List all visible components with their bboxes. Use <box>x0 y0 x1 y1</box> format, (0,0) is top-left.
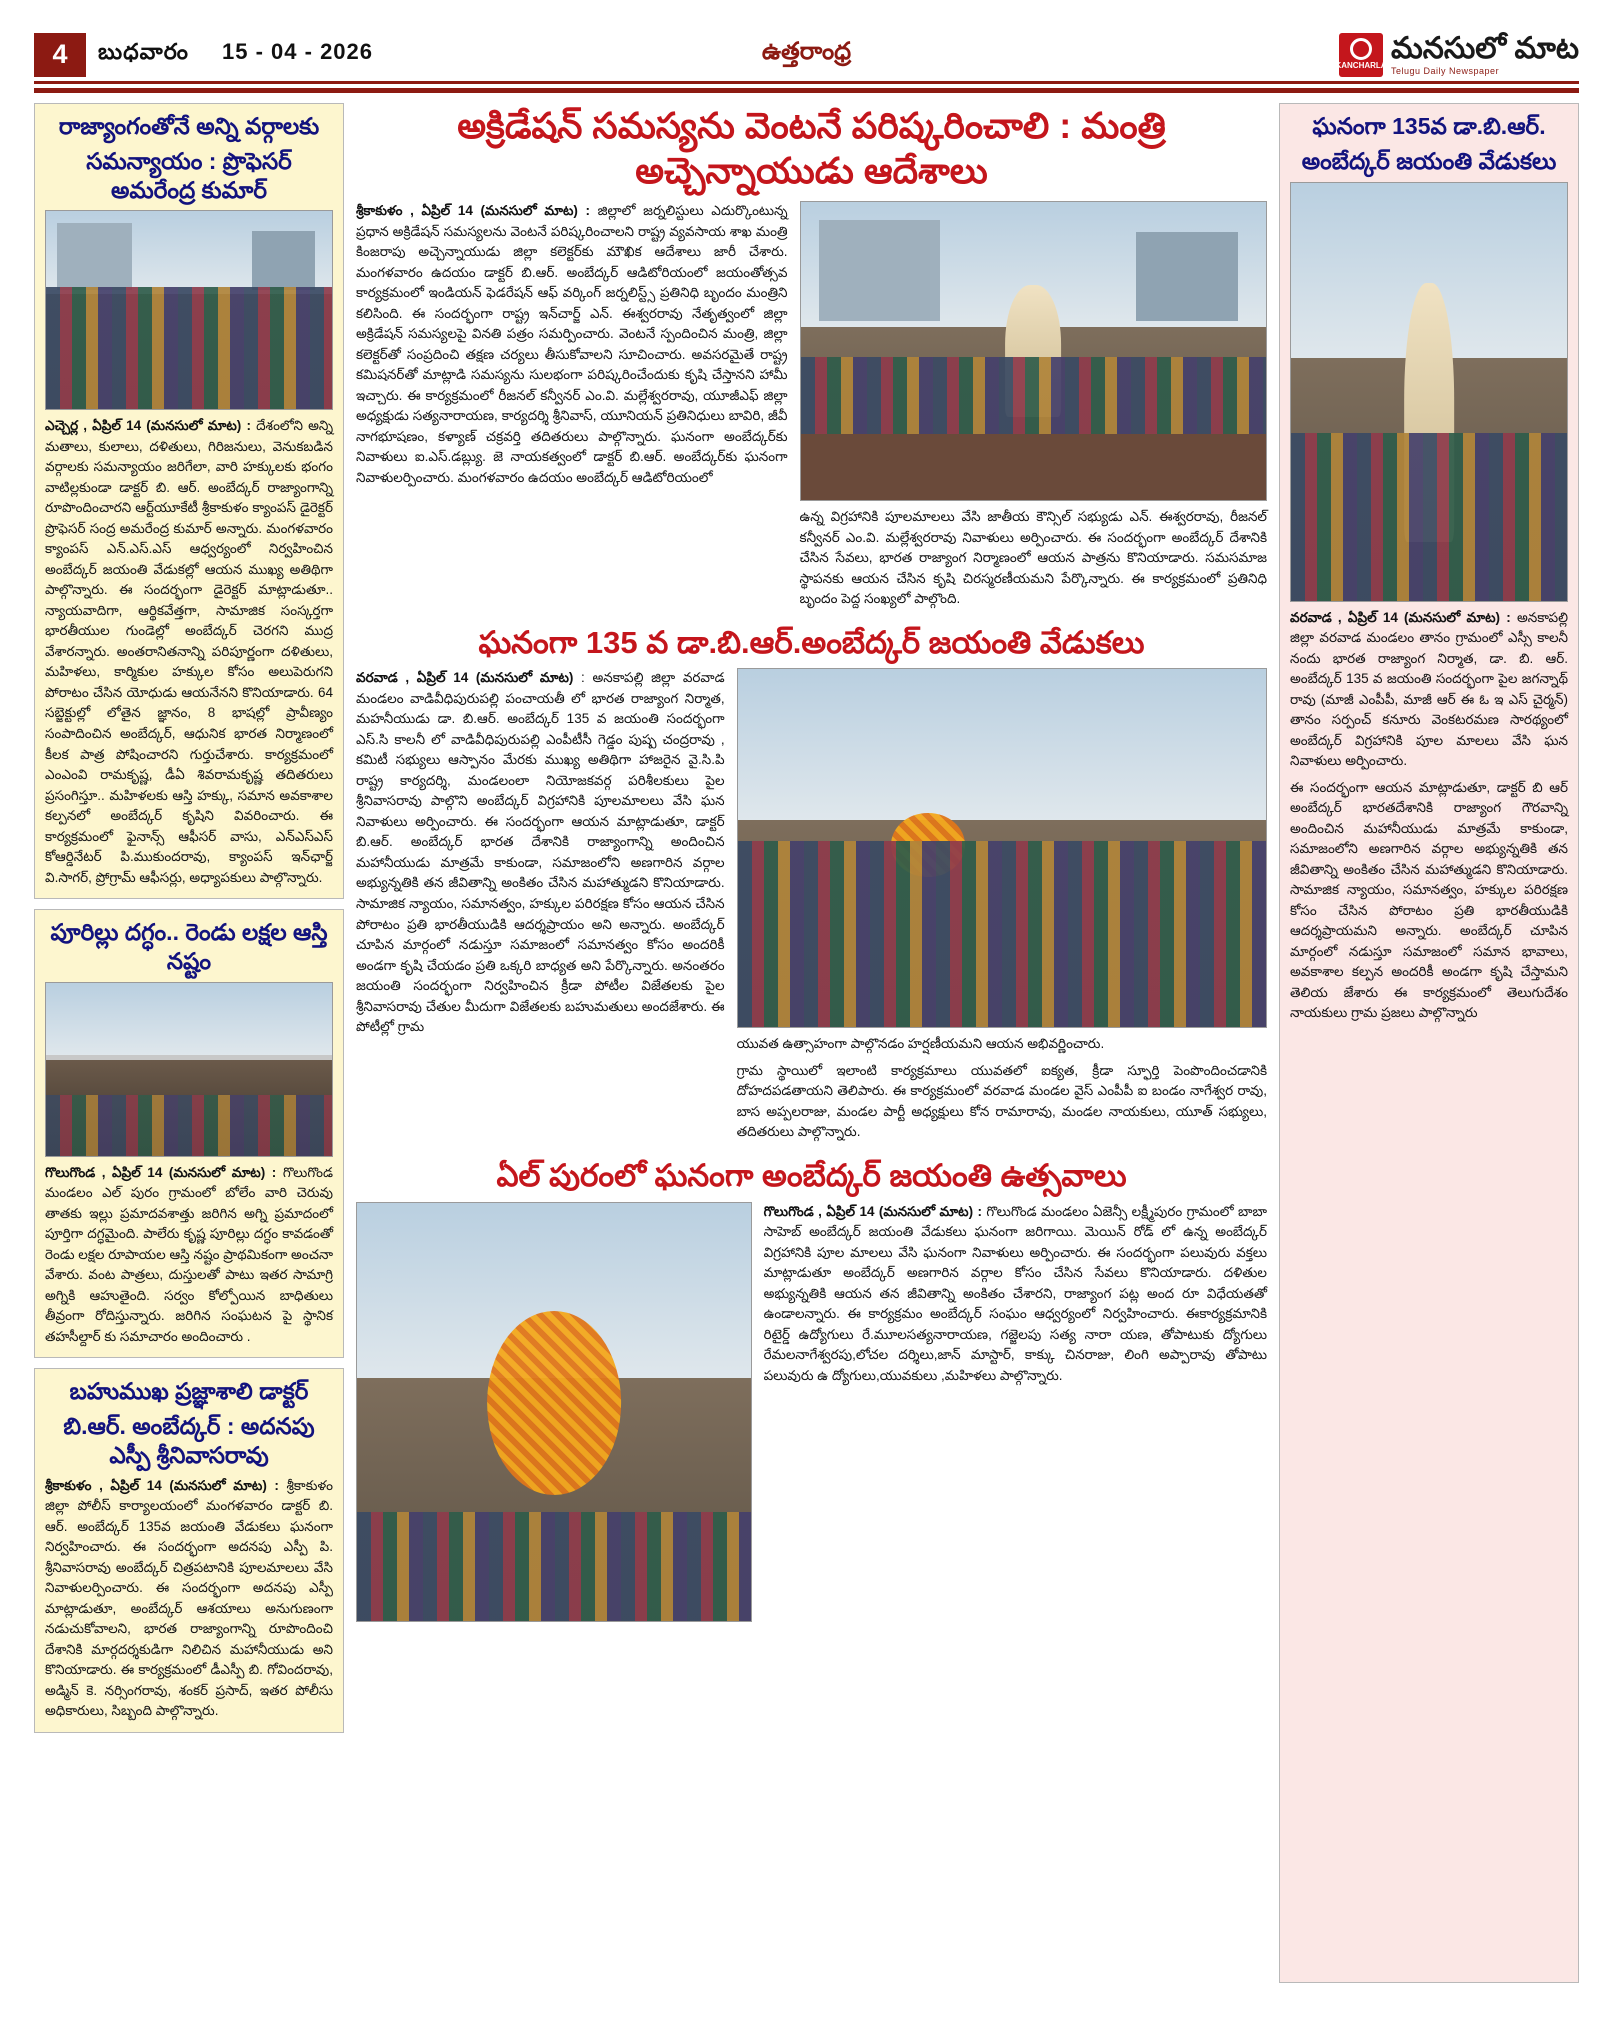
third-body <box>764 1202 1267 1387</box>
lead-body <box>356 201 788 488</box>
article1-photo <box>45 210 333 410</box>
third-text: గొలుగొండ మండలం ఏజెన్సీ లక్ష్మీపురం గ్రామంలో బాబా సాహెబ్ అంబేద్కర్ జయంతి వేడుకలు ఘనంగా జరిగాయి. మెయిన్ రోడ్ లో ఉన్న అంబేద్కర్ విగ్రహానికి పూల మాలలు వేసి ఘనంగా నివాళులు అర్పించారు. ఈ సందర్భంగా పలువురు వక్తలు మాట్లాడుతూ అంబేద్కర్ అణగారిన వర్గాల కోసం చేసిన సేవలు కొనియాడారు. దళితుల అభ్యున్నతికి ఆయన తన జీవితాన్ని అంకితం చేశారని, రాజ్యాంగ పట్ల అంద రూ విధేయతతో ఉండాలన్నారు. ఈ కార్యక్రమం అంబేద్కర్ సంఘం ఆధ్వర్యంలో నిర్వహించారు. ఈకార్యక్రమానికి రిటైర్డ్ ఉద్యోగులు రే.మూలసత్యనారాయణ, గజ్జెలపు సత్య నారా యణ, తోపాటుకు ద్యోగులు రేమలనాగేశ్వరపు,లోచల దర్శిలు,జాన్ మాస్టార్, కాక్కు చినరాజు, లింగి అప్పారావు తోపాటు పలువురు ఉ ద్యోగులు,యువకులు ,మహిళలు పాల్గొన్నారు. <box>763 1203 1267 1383</box>
second-body3: గ్రామ స్థాయిలో ఇలాంటి కార్యక్రమాలు యువతలో ఐక్యత, క్రీడా స్ఫూర్తి పెంపొందించడానికి దోహదపడతాయని తెలిపారు. ఈ కార్యక్రమంలో వరవాడ మండల వైస్ ఎంపీపీ ఐ బండం నాగేశ్వర రావు, బాస అప్పలరాజు, మండల పార్టీ అధ్యక్షులు కోన రామారావు, మండల నాయకులు, యూత్ సభ్యులు, తదితరులు పాల్గొన్నారు. <box>736 1062 1267 1140</box>
article1-headline-line2: సమన్యాయం : ప్రొఫెసర్ అమరేంద్ర కుమార్ <box>86 147 292 203</box>
article1-dateline: ఎచ్చెర్ల , ఏప్రిల్ 14 (మనసులో మాట) : <box>45 418 251 434</box>
third-article <box>356 1157 1267 1622</box>
second-article <box>356 624 1267 1143</box>
lead-caption: ఉన్న విగ్రహానికి పూలమాలలు వేసి జాతీయ కౌన్సిల్ సభ్యుడు ఎన్. ఈశ్వరరావు, రీజనల్ కన్వీనర్ ఎం.వి. మల్లేశ్వరరావు నివాళులు అర్పించారు. ఈ సందర్భంగా అంబేద్కర్ దేశానికి చేసిన సేవలు, భారత రాజ్యాంగ నిర్మాణంలో ఆయన పాత్రను కొనియాడారు. సమసమాజ స్థాపనకు ఆయన చేసిన కృషి చిరస్మరణీయమని పేర్కొన్నారు. ఈ కార్యక్రమంలో ప్రతినిధి బృందం పెద్ద సంఖ్యలో పాల్గొంది. <box>799 509 1267 607</box>
second-body2: యువత ఉత్సాహంగా పాల్గొనడం హర్షణీయమని ఆయన అభివర్ణించారు. <box>736 1036 1105 1052</box>
article-additional-sp <box>34 1368 344 1732</box>
right-photo <box>1290 182 1568 602</box>
article3-dateline: శ్రీకాకుళం , ఏప్రిల్ 14 (మనసులో మాట) : <box>45 1477 279 1493</box>
right-body <box>1290 608 1568 772</box>
third-dateline: గొలుగొండ , ఏప్రిల్ 14 (మనసులో మాట) : <box>763 1203 982 1219</box>
right-text: అనకాపల్లి జిల్లా వరవాడ మండలం తానం గ్రామంలో ఎస్సీ కాలనీ నందు భారత రాజ్యాంగ నిర్మాత, డా. బి. ఆర్. అంబేద్కర్ 135 వ జయంతి సందర్భంగా పైల జగన్నాథ్ రావు (మాజీ ఎంపీపీ, మాజీ ఆర్ ఈ ఓ ఇ ఎస్ చైర్మన్) తానం సర్పంచ్ కనూరు వెంకటరమణ సారథ్యంలో అంబేద్కర్ విగ్రహానికి పూల మాలలు వేసి ఘన నివాళులు అర్పించారు. <box>1290 609 1568 769</box>
right-headline-line1: ఘనంగా 135వ డా.బి.ఆర్. <box>1312 113 1546 139</box>
masthead-day: బుధవారం <box>98 39 189 64</box>
article3-body <box>45 1476 333 1722</box>
right-dateline: వరవాడ , ఏప్రిల్ 14 (మనసులో మాట) : <box>1290 609 1511 625</box>
left-column <box>34 103 344 1983</box>
second-body <box>356 668 725 1037</box>
article1-body <box>45 416 333 888</box>
masthead-rule <box>34 88 1579 93</box>
second-text: : అనకాపల్లి జిల్లా వరవాడ మండలం వాడివీధిపురుపల్లి పంచాయతీ లో భారత రాజ్యాంగ నిర్మాత, మహనీయుడు డా. బి.ఆర్. అంబేద్కర్ 135 వ జయంతి సందర్భంగా ఎస్.సి కాలనీ లో వాడివీధిపురుపల్లి ఎంపీటీసీ గెడ్డం పుష్ప చంద్రరావు , కమిటీ సభ్యులు ఆస్పానం మేరకు ముఖ్య అతిథిగా హాజరైన వై.సి.పి రాష్ట్ర కార్యదర్శి, మండలంలా నియోజకవర్గ పరిశీలకులు పైల శ్రీనివాసరావు పాల్గొని అంబేద్కర్ విగ్రహానికి పూలమాలలు వేసి ఘన నివాళులు అర్పించారు. ఈ సందర్భంగా ఆయన మాట్లాడుతూ, డాక్టర్ బి.ఆర్. అంబేద్కర్ భారత దేశానికి రాజ్యాంగాన్ని అందించిన మహానీయుడు మాత్రమే కాకుండా, సమాజంలోని అణగారిన వర్గాల అభ్యున్నతికి తన జీవితాన్ని అంకితం చేసిన మహాత్ముడని కొనియాడారు. సామాజిక న్యాయం, సమానత్వం, హక్కుల పరిరక్షణ కోసం ఆయన చేసిన పోరాటం ప్రతి భారతీయుడికి ఆదర్శప్రాయం అని అన్నారు. అంబేద్కర్ చూపిన మార్గంలో నడుస్తూ సమాజంలో సమానత్వం కోసం అందరికీ అండగా కృషి చేయడం ప్రతి ఒక్కరి బాధ్యత అని పేర్కొన్నారు. అనంతరం జయంతి సందర్భంగా నిర్వహించిన క్రీడా పోటీల విజేతలకు పైల శ్రీనివాసరావు చేతుల మీదుగా విజేతలకు బహుమతులు అందజేశారు. ఈ పోటీల్లో గ్రామ <box>356 670 725 1035</box>
right-headline-line2: అంబేద్కర్ జయంతి వేడుకలు <box>1301 147 1557 174</box>
right-body2: ఈ సందర్భంగా ఆయన మాట్లాడుతూ, డాక్టర్ బి ఆర్ అంబేద్కర్ భారతదేశానికి రాజ్యాంగ గౌరవాన్ని అందించిన మహానీయుడు మాత్రమే కాకుండా, సమాజంలోని అణగారిన వర్గాల అభ్యున్నతికి తన జీవితాన్ని అంకితం చేసిన మహాత్ముడని కొనియాడారు. సామాజిక న్యాయం, సమానత్వం, హక్కుల పరిరక్షణ కోసం చేసిన పోరాటం ప్రతి భారతీయుడికి ఆదర్శప్రాయమని అన్నారు. అంబేద్కర్ చూపిన మార్గంలో నడుస్తూ సమాజంలో సమాన భావాలు, అవకాశాల కల్పన అందరికీ అండగా కృషి చేస్తామని తెలియ జేశారు ఈ కార్యక్రమంలో తెలుగుదేశం నాయకులు గ్రామ ప్రజలు పాల్గొన్నారు <box>1290 779 1568 1021</box>
article2-photo <box>45 982 333 1157</box>
lead-photo <box>800 201 1267 501</box>
article1-headline-line1: రాజ్యాంగంతోనే అన్ని వర్గాలకు <box>58 113 320 139</box>
article3-headline-line2: బి.ఆర్. అంబేద్కర్ : అదనపు ఎస్పీ శ్రీనివాసరావు <box>63 1413 315 1468</box>
logo-title: మనసులో మాట <box>1391 31 1579 65</box>
page-number: 4 <box>34 33 86 77</box>
masthead-edition: ఉత్తరాంధ్ర <box>761 38 852 65</box>
masthead <box>34 28 1579 84</box>
article3-text: శ్రీకాకుళం జిల్లా పోలీస్ కార్యాలయంలో మంగళవారం డాక్టర్ బి. ఆర్. అంబేద్కర్ 135వ జయంతి వేడుకలు ఘనంగా నిర్వహించారు. ఈ సందర్భంగా అదనపు ఎస్పీ పి. శ్రీనివాసరావు అంబేద్కర్ చిత్రపటానికి పూలమాలలు వేసి నివాళులర్పించారు. ఈ సందర్భంగా అదనపు ఎస్పీ మాట్లాడుతూ, అంబేద్కర్ ఆశయాలు అనుగుణంగా నడుచుకోవాలని, భారత రాజ్యాంగాన్ని రూపొందించి దేశానికి మార్గదర్శకుడిగా నిలిచిన మహానీయుడు అని కొనియాడారు. ఈ కార్యక్రమంలో డీఎస్పీ బి. గోవిందరావు, అడ్మిన్ కె. నర్సింగరావు, శంకర్ ప్రసాద్, ఇతర పోలీసు అధికారులు, సిబ్బంది పాల్గొన్నారు. <box>45 1477 333 1719</box>
article2-dateline: గొలుగొండ , ఏప్రిల్ 14 (మనసులో మాట) : <box>45 1164 277 1180</box>
middle-column <box>356 103 1267 1983</box>
article-tanam-jayanti <box>1279 103 1579 1983</box>
article1-text: దేశంలోని అన్ని మతాలు, కులాలు, దళితులు, గిరిజనులు, వెనుకబడిన వర్గాలకు సమన్యాయం జరిగేలా, వారి హక్కులకు భంగం వాటిల్లకుండా డాక్టర్ బి. ఆర్. అంబేద్కర్ రాజ్యాంగాన్ని రూపొందించారని ఆర్ట్‌యూకేటీ శ్రీకాకుళం క్యాంపస్ డైరెక్టర్ ప్రొఫెసర్ సంద్ర అమరేంద్ర కుమార్ అన్నారు. మంగళవారం క్యాంపస్ ఎన్.ఎస్.ఎస్ ఆధ్వర్యంలో నిర్వహించిన అంబేద్కర్ జయంతి వేడుకల్లో ఆయన ముఖ్య అతిథిగా పాల్గొన్నారు. ఈ సందర్భంగా డైరెక్టర్ మాట్లాడుతూ.. న్యాయవాదిగా, ఆర్థికవేత్తగా, సామాజిక సంస్కర్తగా భారతీయుల గుండెల్లో అంబేద్కర్ చెరగని ముద్ర వేశారన్నారు. అంతరానితనాన్ని పరిపూర్ణంగా దళితులు, మహిళలు, కార్మికుల హక్కుల కోసం అలుపెరుగని పోరాటం చేసిన యోధుడు ఆయనేనని కొనియాడారు. 64 సబ్జెక్టుల్లో లోతైన జ్ఞానం, 8 భాషల్లో ప్రావీణ్యం సంపాదించిన అంబేద్కర్, ఆధునిక భారత నిర్మాణంలో కీలక పాత్ర పోషించారని గుర్తుచేశారు. కార్యక్రమంలో ఎంఎంవి రామకృష్ణ, డీఏ శివరామకృష్ణ తదితరులు ప్రసంగిస్తూ.. మహిళలకు ఆస్తి హక్కు, సమాన అవకాశాల కల్పనలో అంబేద్కర్ కృషిని వివరించారు. ఈ కార్యక్రమంలో ఫైనాన్స్ ఆఫీసర్ వాసు, ఎన్‌ఎస్‌ఎస్ కోఆర్డినేటర్ పి.ముకుందరావు, క్యాంపస్ ఇన్‌ఛార్జ్ వి.సాగర్, ప్రోగ్రామ్ ఆఫీసర్లు, అధ్యాపకులు పాల్గొన్నారు. <box>45 418 333 885</box>
masthead-date-value: 15 - 04 - 2026 <box>222 39 374 64</box>
kancharla-logo-icon <box>1335 33 1387 77</box>
masthead-date <box>98 39 373 70</box>
third-photo <box>356 1202 752 1622</box>
lead-headline: అక్రిడేషన్ సమస్యను వెంటనే పరిష్కరించాలి : మంత్రి అచ్చెన్నాయుడు ఆదేశాలు <box>457 105 1166 191</box>
second-dateline: వరవాడ , ఏప్రిల్ 14 (మనసులో మాట) <box>356 670 574 686</box>
article2-headline: పూరిల్లు దగ్ధం.. రెండు లక్షల ఆస్తి నష్టం <box>50 919 328 974</box>
second-photo <box>737 668 1267 1028</box>
article3-headline-line1: బహుముఖ ప్రజ్ఞాశాలి డాక్టర్ <box>69 1378 309 1405</box>
logo-subtitle: Telugu Daily Newspaper <box>1391 65 1500 76</box>
page-content <box>34 103 1579 1983</box>
article-fire-damage <box>34 909 344 1358</box>
masthead-logo <box>1335 31 1579 77</box>
right-column <box>1279 103 1579 1983</box>
lead-article <box>356 103 1267 610</box>
third-headline: ఏల్ పురంలో ఘనంగా అంబేద్కర్ జయంతి ఉత్సవాలు <box>496 1157 1127 1193</box>
article2-body <box>45 1163 333 1348</box>
article2-text: గొలుగొండ మండలం ఎల్ పురం గ్రామంలో బోలేం వారి చెరువు తాతకు ఇల్లు ప్రమాదవశాత్తు జరిగిన అగ్ని ప్రమాదంలో పూర్తిగా దగ్ధమైంది. పాలేరు కృష్ణ పూరిల్లు దగ్ధం కావడంతో రెండు లక్షల రూపాయల ఆస్తి నష్టం ప్రాథమికంగా అంచనా వేశారు. వంట పాత్రలు, దుస్తులతో పాటు ఇతర సామాగ్రి అగ్నికి ఆహుతైంది. సర్వం కోల్పోయిన బాధితులు తీవ్రంగా రోదిస్తున్నారు. జరిగిన సంఘటన పై స్థానిక తహసీల్దార్ కు సమాచారం అందించారు . <box>45 1164 333 1344</box>
lead-text: జిల్లాలో జర్నలిస్టులు ఎదుర్కొంటున్న ప్రధాన అక్రిడేషన్ సమస్యలను వెంటనే పరిష్కరించాలని రాష్ట్ర వ్యవసాయ శాఖ మంత్రి కింజరాపు అచ్చెన్నాయుడు జిల్లా కలెక్టర్‌కు మౌఖిక ఆదేశాలు జారీ చేశారు. మంగళవారం ఉదయం డాక్టర్ బి.ఆర్. అంబేద్కర్ ఆడిటోరియంలో జయంతోత్సవ కార్యక్రమంలో ఇండియన్ ఫెడరేషన్ ఆఫ్ వర్కింగ్ జర్నలిస్ట్స్ ప్రతినిధి బృందం మంత్రిని కలిసింది. ఈ సందర్భంగా రాష్ట్ర ఇన్‌చార్జ్ ఎన్. ఈశ్వరరావు నేతృత్వంలో జిల్లా అక్రిడేషన్ సమస్యలపై వినతి పత్రం సమర్పించారు. వెంటనే స్పందించిన మంత్రి, జిల్లా కలెక్టర్‌తో సంప్రదించి తక్షణ చర్యలు తీసుకోవాలని సూచించారు. అవసరమైతే రాష్ట్ర కమిషనర్‌తో మాట్లాడి సమస్యను సులభంగా పరిష్కరించేందుకు కృషి చేస్తానని హామీ ఇచ్చారు. ఈ కార్యక్రమంలో రీజనల్ కన్వీనర్ ఎం.వి. మల్లేశ్వరరావు, యూజీఎఫ్ జిల్లా అధ్యక్షుడు సత్యనారాయణ, కార్యదర్శి శ్రీనివాస్, యూనియన్ ప్రతినిధులు బావిరి, జీవీ నాగభూషణం, కళ్యాణ్ చక్రవర్తి తదితరులు పాల్గొన్నారు. ఘనంగా అంబేద్కర్‌కు నివాళులు ఐ.ఎస్.డబ్ల్యు. జె నాయకత్వంలో డాక్టర్ బి.ఆర్. అంబేద్కర్‌కు ఘనంగా నివాళులర్పించారు. మంగళవారం ఉదయం అంబేద్కర్ ఆడిటోరియంలో <box>356 203 788 485</box>
lead-dateline: శ్రీకాకుళం , ఏప్రిల్ 14 (మనసులో మాట) : <box>356 203 590 218</box>
logo-brand-text: KANCHARLA <box>1335 61 1387 71</box>
article-amarendra-kumar <box>34 103 344 899</box>
second-headline: ఘనంగా 135 వ డా.బి.ఆర్.అంబేద్కర్ జయంతి వేడుకలు <box>478 624 1145 660</box>
